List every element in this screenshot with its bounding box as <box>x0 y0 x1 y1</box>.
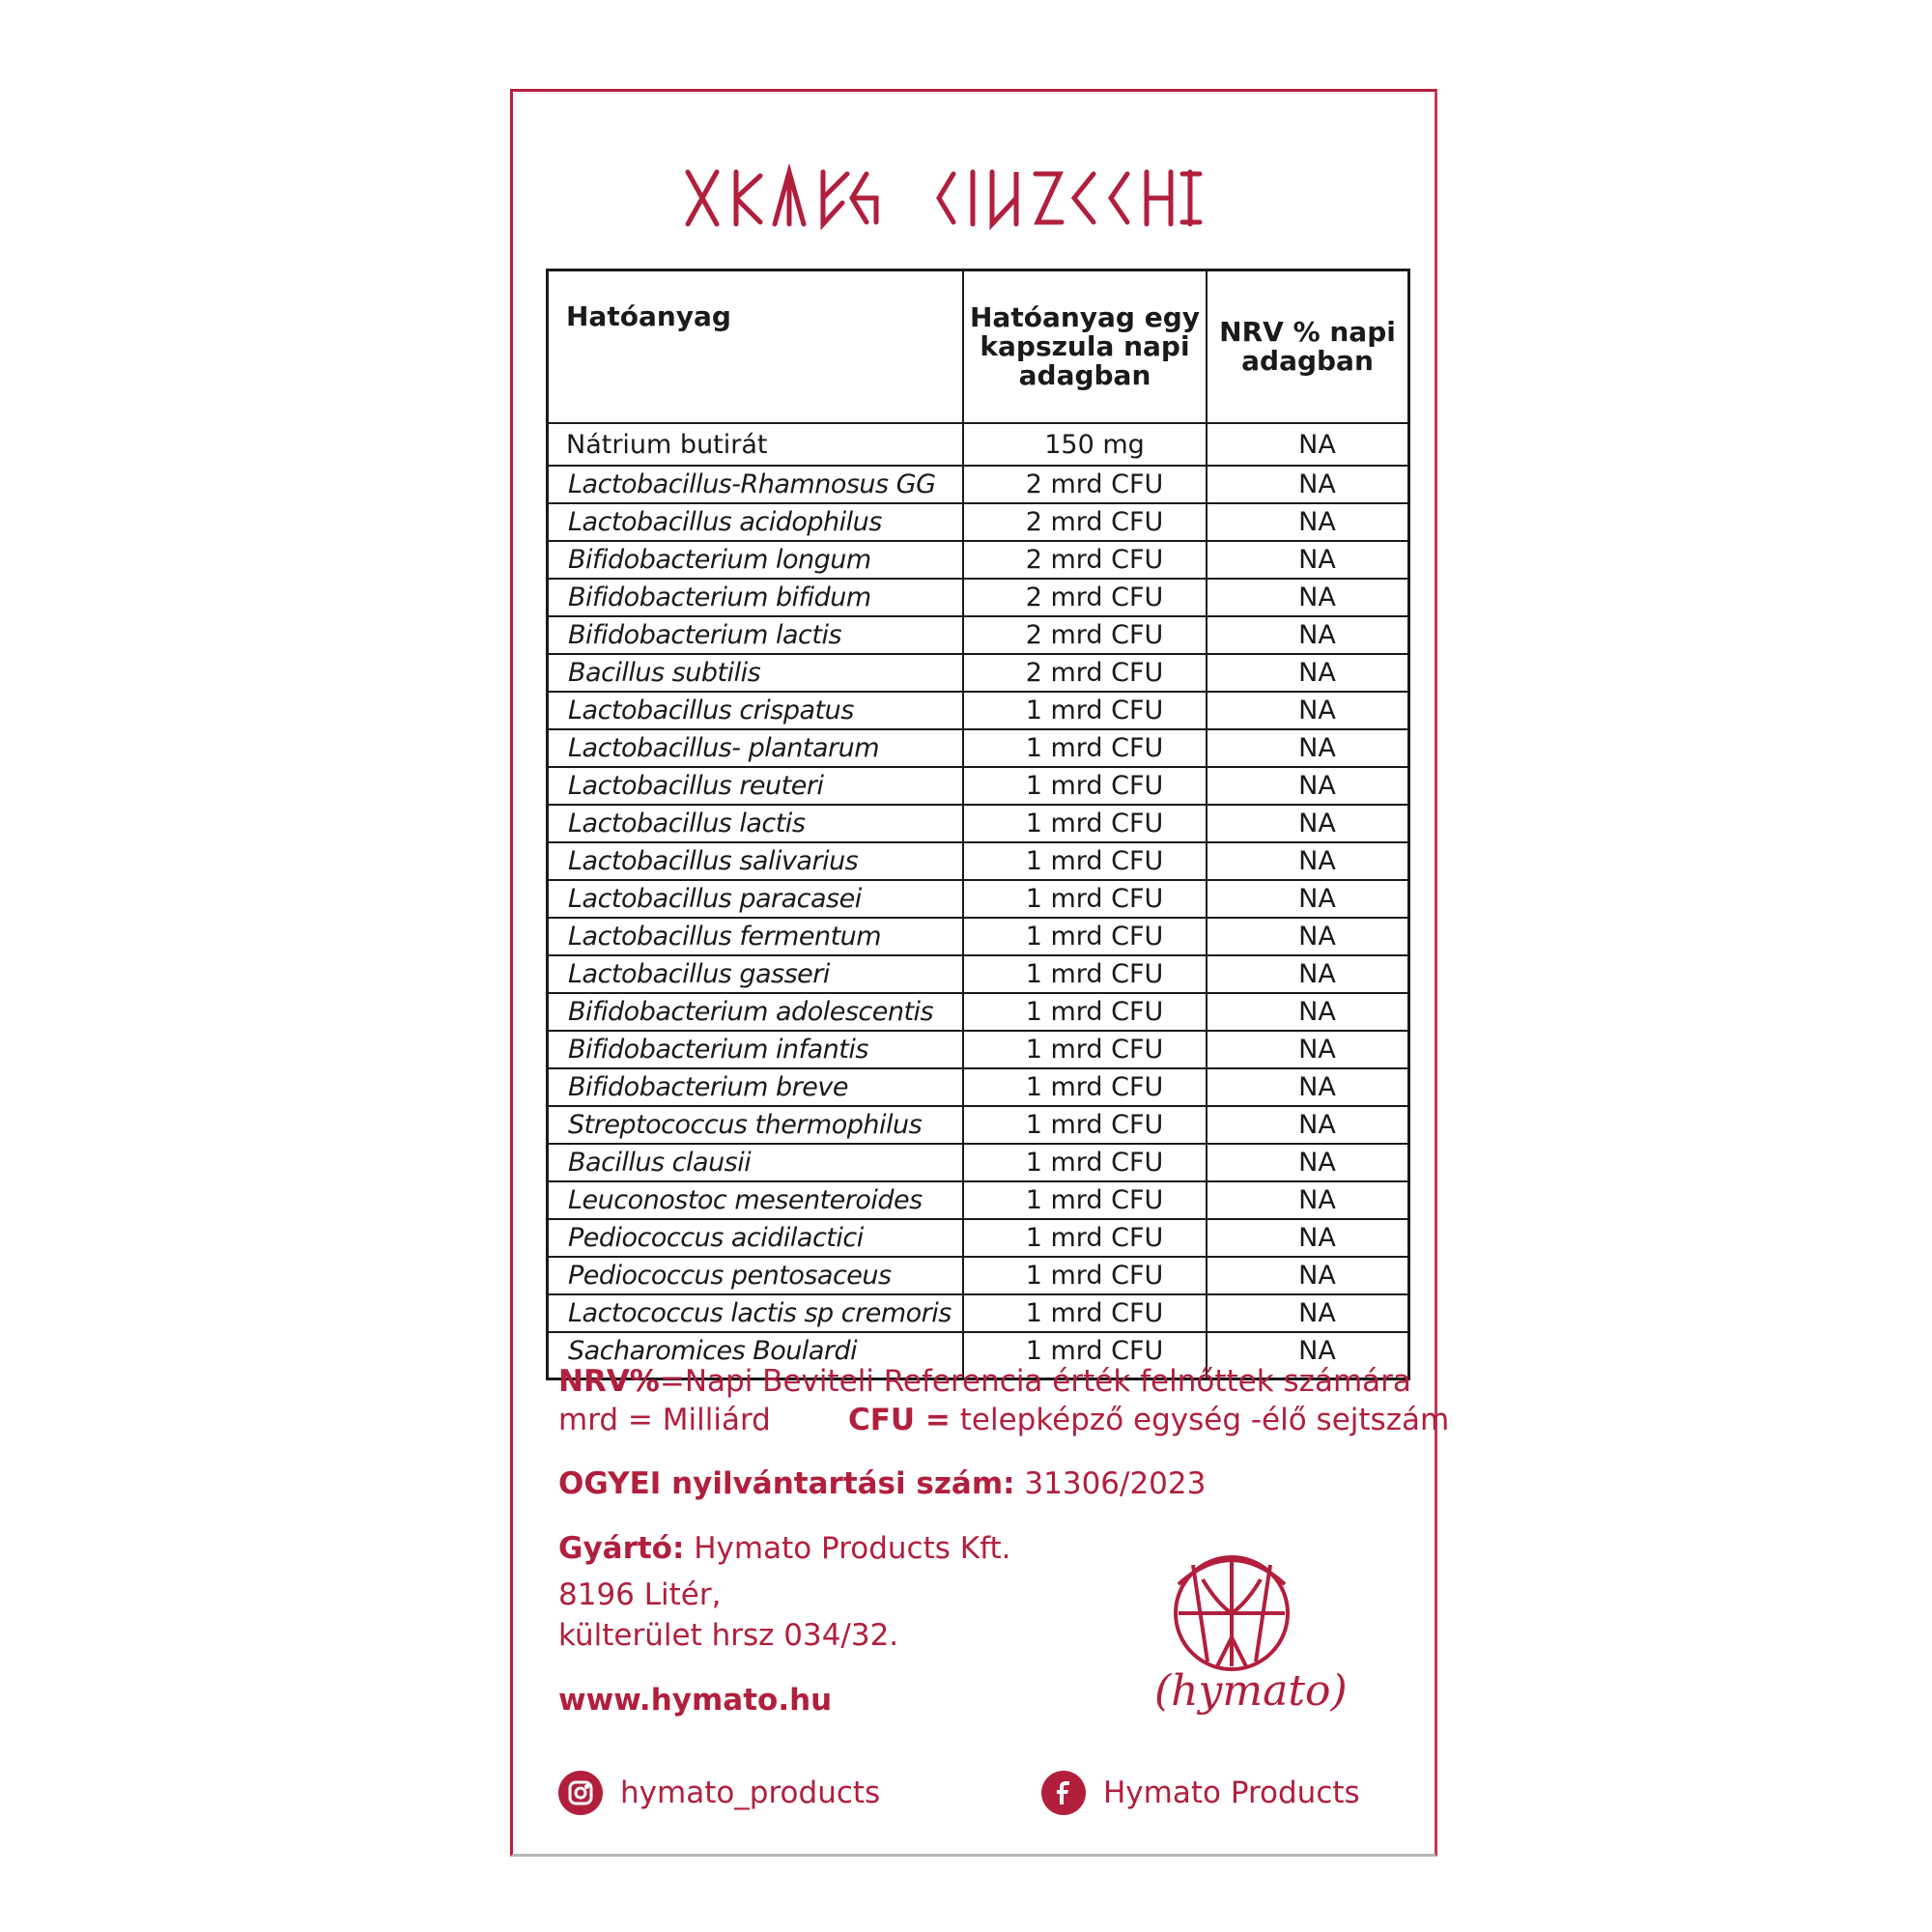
table-row <box>548 466 1409 503</box>
ingredient-name: Streptococcus thermophilus <box>548 1106 964 1144</box>
table-row <box>548 767 1409 805</box>
ingredient-name: Bifidobacterium infantis <box>548 1031 964 1068</box>
ingredient-amount: 2 mrd CFU <box>963 541 1207 579</box>
table-row <box>548 692 1409 729</box>
ingredient-amount: 2 mrd CFU <box>963 579 1207 616</box>
ingredient-name: Pediococcus acidilactici <box>548 1219 964 1257</box>
facebook-icon <box>1041 1771 1086 1815</box>
ingredient-nrv: NA <box>1207 767 1409 805</box>
mrd-text: mrd = Milliárd <box>558 1403 771 1437</box>
ingredient-name: Bifidobacterium adolescentis <box>548 993 964 1031</box>
ingredient-amount: 1 mrd CFU <box>963 767 1207 805</box>
unit-footnote <box>558 1403 1450 1437</box>
ingredient-nrv: NA <box>1207 423 1409 466</box>
ingredient-nrv: NA <box>1207 1257 1409 1294</box>
table-row <box>548 1257 1409 1294</box>
ingredient-amount: 1 mrd CFU <box>963 692 1207 729</box>
table-row <box>548 423 1409 466</box>
ingredient-name: Lactobacillus acidophilus <box>548 503 964 541</box>
logo-wordmark: (hymato) <box>1154 1666 1348 1716</box>
table-row <box>548 503 1409 541</box>
ingredient-nrv: NA <box>1207 805 1409 842</box>
ingredient-amount: 1 mrd CFU <box>963 1144 1207 1181</box>
ingredient-name: Lactobacillus gasseri <box>548 955 964 993</box>
ingredient-nrv: NA <box>1207 993 1409 1031</box>
table-row <box>548 729 1409 767</box>
manufacturer-label: Gyártó: <box>558 1531 685 1566</box>
ingredient-nrv: NA <box>1207 1031 1409 1068</box>
ingredient-amount: 1 mrd CFU <box>963 1106 1207 1144</box>
ingredient-nrv: NA <box>1207 1294 1409 1332</box>
ingredient-name: Lactobacillus salivarius <box>548 842 964 880</box>
ingredient-amount: 2 mrd CFU <box>963 616 1207 654</box>
ingredient-name: Leuconostoc mesenteroides <box>548 1181 964 1219</box>
table-row <box>548 1294 1409 1332</box>
table-row <box>548 842 1409 880</box>
ingredient-amount: 1 mrd CFU <box>963 918 1207 955</box>
instagram-icon <box>558 1771 603 1815</box>
manufacturer <box>558 1531 1010 1566</box>
ingredient-name: Bacillus clausii <box>548 1144 964 1181</box>
table-row <box>548 955 1409 993</box>
ingredient-amount: 1 mrd CFU <box>963 805 1207 842</box>
nrv-label: NRV% <box>558 1364 660 1399</box>
ingredient-nrv: NA <box>1207 1219 1409 1257</box>
ingredient-nrv: NA <box>1207 842 1409 880</box>
ingredient-name: Sacharomices Boulardi <box>548 1332 964 1379</box>
cfu-footnote <box>848 1403 1449 1437</box>
ingredient-nrv: NA <box>1207 1144 1409 1181</box>
table-row <box>548 880 1409 918</box>
cfu-label: CFU = <box>848 1403 951 1437</box>
ingredient-name: Bifidobacterium bifidum <box>548 579 964 616</box>
ingredient-name: Bifidobacterium longum <box>548 541 964 579</box>
instagram-handle: hymato_products <box>620 1776 881 1810</box>
ingredient-nrv: NA <box>1207 880 1409 918</box>
table-row <box>548 1181 1409 1219</box>
facebook-name: Hymato Products <box>1103 1776 1360 1810</box>
ingredient-name: Lactococcus lactis sp cremoris <box>548 1294 964 1332</box>
ingredient-nrv: NA <box>1207 955 1409 993</box>
instagram-link[interactable] <box>558 1770 880 1816</box>
nrv-footnote <box>558 1364 1411 1399</box>
ingredient-name: Nátrium butirát <box>548 423 964 466</box>
ingredient-amount: 2 mrd CFU <box>963 503 1207 541</box>
ogyei-value: 31306/2023 <box>1014 1466 1207 1501</box>
ingredient-name: Bifidobacterium lactis <box>548 616 964 654</box>
table-row <box>548 654 1409 692</box>
table-row <box>548 1031 1409 1068</box>
ingredient-nrv: NA <box>1207 579 1409 616</box>
cfu-text: telepképző egység -élő sejtszám <box>950 1403 1450 1437</box>
ogyei-registration <box>558 1466 1206 1501</box>
table-row <box>548 1106 1409 1144</box>
ingredient-amount: 1 mrd CFU <box>963 955 1207 993</box>
ingredient-amount: 1 mrd CFU <box>963 729 1207 767</box>
ingredient-amount: 1 mrd CFU <box>963 842 1207 880</box>
ingredient-nrv: NA <box>1207 541 1409 579</box>
facebook-link[interactable] <box>1041 1770 1360 1816</box>
address-line-2: külterület hrsz 034/32. <box>558 1618 899 1653</box>
ingredient-name: Lactobacillus lactis <box>548 805 964 842</box>
ingredient-nrv: NA <box>1207 729 1409 767</box>
address-line-1: 8196 Litér, <box>558 1577 722 1612</box>
table-row <box>548 805 1409 842</box>
ingredient-amount: 1 mrd CFU <box>963 993 1207 1031</box>
ingredient-nrv: NA <box>1207 654 1409 692</box>
nrv-text: =Napi Beviteli Referencia érték felnőttek számára <box>659 1364 1411 1399</box>
ingredient-amount: 1 mrd CFU <box>963 1219 1207 1257</box>
ingredient-amount: 1 mrd CFU <box>963 1181 1207 1219</box>
runic-heading-graphic <box>678 164 1296 232</box>
ingredient-name: Lactobacillus-Rhamnosus GG <box>548 466 964 503</box>
ingredient-nrv: NA <box>1207 918 1409 955</box>
website-link[interactable]: www.hymato.hu <box>558 1683 833 1718</box>
ingredient-amount: 1 mrd CFU <box>963 1031 1207 1068</box>
ingredients-table-wrap <box>546 269 1410 1380</box>
table-row <box>548 1068 1409 1106</box>
ingredient-name: Lactobacillus paracasei <box>548 880 964 918</box>
ingredient-nrv: NA <box>1207 503 1409 541</box>
ingredient-amount: 1 mrd CFU <box>963 1332 1207 1379</box>
ingredient-amount: 2 mrd CFU <box>963 654 1207 692</box>
ingredient-name: Bacillus subtilis <box>548 654 964 692</box>
ingredient-nrv: NA <box>1207 1106 1409 1144</box>
ogyei-label: OGYEI nyilvántartási szám: <box>558 1466 1015 1501</box>
ingredient-amount: 1 mrd CFU <box>963 1294 1207 1332</box>
ingredient-amount: 2 mrd CFU <box>963 466 1207 503</box>
table-row <box>548 1219 1409 1257</box>
table-row <box>548 918 1409 955</box>
ingredient-amount: 1 mrd CFU <box>963 1068 1207 1106</box>
ingredient-amount: 1 mrd CFU <box>963 880 1207 918</box>
ingredient-nrv: NA <box>1207 616 1409 654</box>
ingredient-name: Lactobacillus reuteri <box>548 767 964 805</box>
header-ingredient: Hatóanyag <box>548 270 964 424</box>
table-row <box>548 1144 1409 1181</box>
table-row <box>548 579 1409 616</box>
ingredient-name: Pediococcus pentosaceus <box>548 1257 964 1294</box>
table-row <box>548 541 1409 579</box>
ingredients-table <box>546 269 1410 1380</box>
ingredient-amount: 150 mg <box>963 423 1207 466</box>
ingredient-name: Bifidobacterium breve <box>548 1068 964 1106</box>
ingredient-name: Lactobacillus fermentum <box>548 918 964 955</box>
ingredient-name: Lactobacillus crispatus <box>548 692 964 729</box>
ingredient-nrv: NA <box>1207 1068 1409 1106</box>
header-nrv: NRV % napi adagban <box>1207 270 1409 424</box>
table-row <box>548 993 1409 1031</box>
ingredient-nrv: NA <box>1207 692 1409 729</box>
ingredient-nrv: NA <box>1207 1181 1409 1219</box>
table-row <box>548 616 1409 654</box>
ingredient-amount: 1 mrd CFU <box>963 1257 1207 1294</box>
ingredient-nrv: NA <box>1207 466 1409 503</box>
header-amount: Hatóanyag egy kapszula napi adagban <box>963 270 1207 424</box>
ingredient-name: Lactobacillus- plantarum <box>548 729 964 767</box>
manufacturer-name: Hymato Products Kft. <box>684 1531 1011 1566</box>
ingredient-nrv: NA <box>1207 1332 1409 1379</box>
